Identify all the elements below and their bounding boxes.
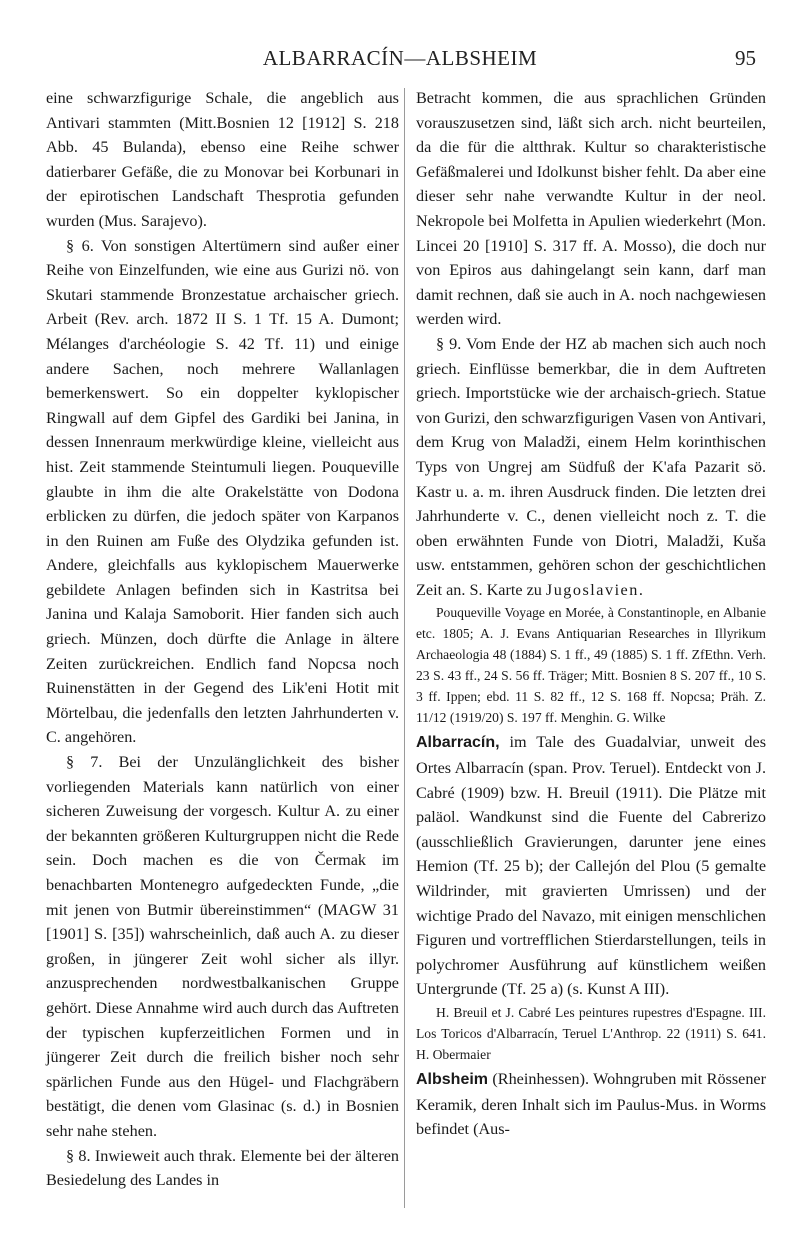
left-column — [46, 86, 399, 1193]
running-head: ALBARRACÍN—ALBSHEIM — [262, 46, 538, 70]
cross-reference-jugoslavien: Jugoslavien. — [545, 580, 645, 599]
paragraph-section-7: § 7. Bei der Unzulänglichkeit des bisher vorliegenden Materials kann natürlich von einer sicheren Zuweisung der vorgesch. Kultur A. zu einer der bekannten größeren Kulturgruppen nicht die Rede sein. Doch machen es die von Čermak im benachbarten Montenegro aufgedeckten Funde, „die mit jenen von Butmir übereinstimmen“ (MAGW 31 [1901] S. [35]) wahrscheinlich, daß auch A. zu dieser großen, in jüngerer Zeit wohl sicher als illyr. anzusprechenden nordwestbalkanischen Gruppe gehört. Diese Annahme wird auch durch das Auftreten der typischen kupferzeitlichen Formen und in jüngerer Zeit durch die freilich bisher noch sehr spärlichen Funde aus den Hügel- und Flachgräbern bestätigt, die denen vom Glasinac (s. d.) in Bosnien sehr nahe stehen. — [46, 753, 399, 1140]
entry-body-albarracin: im Tale des Guadalviar, unweit des Ortes Albarracín (span. Prov. Teruel). Entdeckt von J. Cabré (1909) bzw. H. Breuil (1911). Die Plätze mit paläol. Wandkunst sind die Fuente del Cabrerizo (ausschließlich Gravierungen, darunter jene eines Hemion (Tf. 25 b); der Callejón del Plou (5 gemalte Wildrinder, mit gravierten Umrissen) und der wichtige Prado del Navazo, mit einigen menschlichen Figuren und vortrefflichen Stierdarstellungen, teils in polychromer Ausführung auf künstlichem weißen Untergrunde (Tf. 25 a) (s. Kunst A III). — [416, 733, 767, 999]
entry-albarracin — [416, 730, 766, 1002]
page-header — [0, 46, 800, 76]
bibliography-albarracin: H. Breuil et J. Cabré Les peintures rupestres d'Espagne. III. Los Toricos d'Albarracín, Teruel L'Anthrop. 22 (1911) S. 641. H. Obermaier — [416, 1005, 766, 1062]
right-column — [416, 86, 766, 1142]
bibliography-albanien: Pouqueville Voyage en Morée, à Constantinople, en Albanie etc. 1805; A. J. Evans Antiquarian Researches in Illyrikum Archaeologia 48 (1884) S. 1 ff., 49 (1885) S. 1 ff. ZfEthn. Verh. 23 S. 43 ff., 24 S. 56 ff. Träger; Mitt. Bosnien 8 S. 207 ff., 10 S. 3 ff. Ippen; ebd. 11 S. 82 ff., 12 S. 168 ff. Nopcsa; Präh. Z. 11/12 (1919/20) S. 197 ff. Menghin. G. Wilke — [416, 605, 766, 726]
column-divider — [404, 88, 405, 1208]
entry-heading-albsheim: Albsheim — [416, 1071, 489, 1088]
paragraph-continuation: eine schwarzfigurige Schale, die angeblich aus Antivari stammten (Mitt.Bosnien 12 [1912] S. 218 Abb. 45 Bulanda), ebenso eine Reihe schwer datierbarer Gefäße, die zu Monovar bei Korbunari in der epirotischen Landschaft Thesprotia gefunden wurden (Mus. Sarajevo). — [46, 89, 399, 230]
page-number: 95 — [735, 46, 756, 70]
paragraph-section-9 — [416, 332, 766, 603]
entry-albsheim — [416, 1067, 766, 1142]
paragraph-section-8: § 8. Inwieweit auch thrak. Elemente bei der älteren Besiedelung des Landes in — [46, 1146, 399, 1190]
entry-body-albsheim: (Rheinhessen). Wohngruben mit Rössener Keramik, deren Inhalt sich im Paulus-Mus. in Worms befindet (Aus- — [416, 1070, 766, 1139]
entry-heading-albarracin: Albarracín, — [416, 734, 500, 752]
paragraph-continuation-right: Betracht kommen, die aus sprachlichen Gründen vorauszusetzen sind, läßt sich arch. nicht beurteilen, da die für die altthrak. Kultur so charakteristische Gefäßmalerei und Idolkunst bisher fehlt. Da aber eine dieser sehr nahe verwandte Kultur in der neol. Nekropole bei Molfetta in Apulien wiederkehrt (Mon. Lincei 20 [1910] S. 317 ff. A. Mosso), die doch nur von Epiros aus dahingelangt sein kann, darf man damit rechnen, daß sie auch in A. noch nachgewiesen werden wird. — [416, 89, 766, 329]
section-9-text: § 9. Vom Ende der HZ ab machen sich auch noch griech. Einflüsse bemerkbar, die in dem Auftreten griech. Importstücke wie der archaisch-griech. Statue von Gurizi, den schwarzfigurigen Vasen von Antivari, dem Krug von Maladži, einem Helm korinthischen Typs von Ungrej am Südfuß der K'afa Pazarit sö. Kastr u. a. m. ihren Ausdruck finden. Die letzten drei Jahrhunderte v. C., denen vielleicht noch z. T. die oben erwähnten Funde von Diotri, Maladži, Kuša usw. entstammen, gehören schon der geschichtlichen Zeit an. S. Karte zu — [416, 334, 766, 599]
paragraph-section-6: § 6. Von sonstigen Altertümern sind außer einer Reihe von Einzelfunden, wie eine aus Gurizi nö. von Skutari stammende Bronzestatue archaischer griech. Arbeit (Rev. arch. 1872 II S. 1 Tf. 15 A. Dumont; Mélanges d'archéologie S. 42 Tf. 11) und einige andere Sachen, noch mehrere Wallanlagen bemerkenswert. So ein doppelter kyklopischer Ringwall auf dem Gipfel des Gardiki bei Janina, in dessen Innenraum merkwürdige kleine, vielleicht aus hist. Zeit stammende Steintumuli liegen. Pouqueville glaubte in ihm die alte Orakelstätte von Dodona erblicken zu dürfen, die jedoch später von Karpanos in den Ruinen am Fuße des Olydzika gefunden ist. Andere, gleichfalls aus kyklopischem Mauerwerke gebildete Anlagen befinden sich in Kastritsa bei Janina und Kalaja Samoborit. Hier fanden sich auch griech. Münzen, doch dürfte die Anlage in ältere Zeiten zurückreichen. Endlich fand Nopcsa noch Ruinenstätten in der Gegend des Lik'eni Hotit mit Mörtelbau, die jedenfalls den letzten Jahrhunderten v. C. angehören. — [46, 236, 399, 747]
